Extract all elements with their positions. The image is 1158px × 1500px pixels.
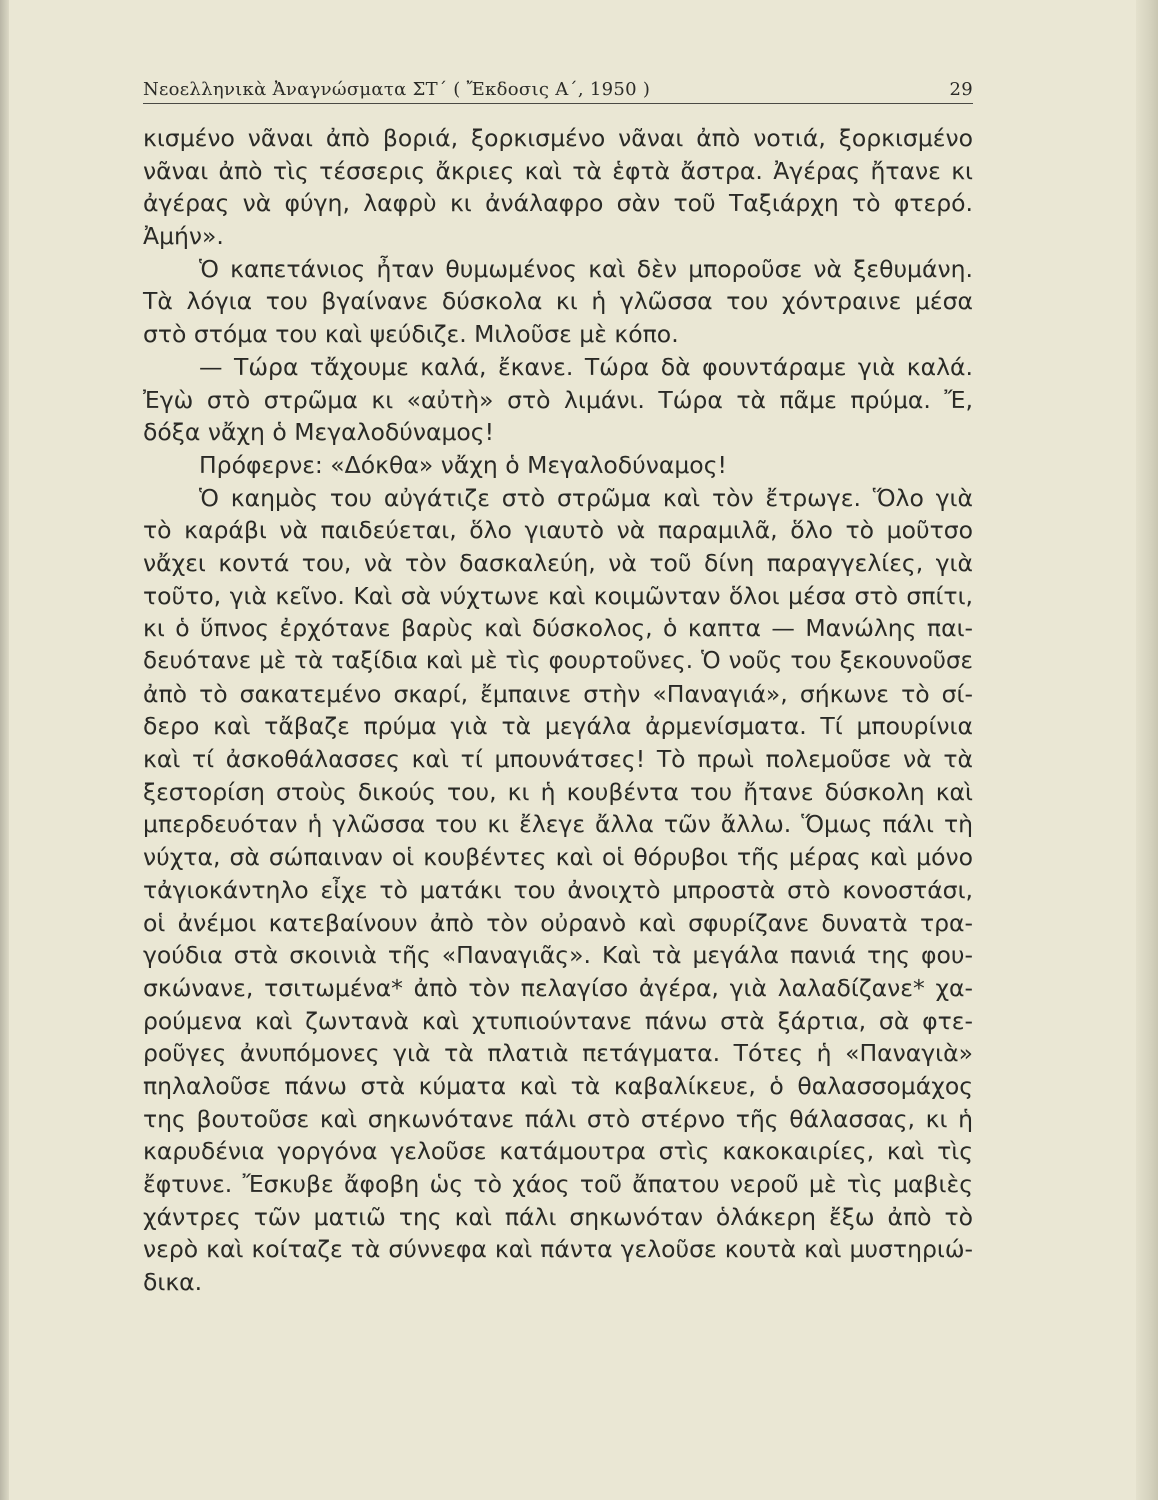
running-title: Νεοελληνικὰ Ἀναγνώσματα ΣΤ΄ ( Ἔκδοσις Α΄, 1950 ) — [143, 79, 651, 100]
paragraph-start-line: Ὁ καημὸς του αὐγάτιζε στὸ στρῶμα καὶ τὸν ἔτρωγε. Ὅλο γιὰ — [199, 483, 973, 512]
page-header — [143, 72, 973, 100]
text-line: στὸ στόμα του καὶ ψεύδιζε. Μιλοῦσε μὲ κόπο. — [143, 320, 679, 349]
paragraph-start-line: Ὁ καπετάνιος ἦταν θυμωμένος καὶ δὲν μποροῦσε νὰ ξεθυμάνη. — [199, 254, 973, 283]
text-line: δερο καὶ τἄβαζε πρύμα γιὰ τὰ μεγάλα ἀρμενίσματα. Τί μπουρίνια — [143, 712, 973, 741]
text-line: χάντρες τῶν ματιῶ της καὶ πάλι σηκωνόταν ὁλάκερη ἔξω ἀπὸ τὸ — [143, 1202, 973, 1231]
text-line: οἱ ἀνέμοι κατεβαίνουν ἀπὸ τὸν οὐρανὸ καὶ σφυρίζανε δυνατὰ τρα- — [143, 908, 973, 937]
text-line: τὸ καράβι νὰ παιδεύεται, ὅλο γιαυτὸ νὰ παραμιλᾶ, ὅλο τὸ μοῦτσο — [143, 516, 973, 545]
page-right-edge — [1136, 0, 1158, 1500]
text-line: τοῦτο, γιὰ κεῖνο. Καὶ σὰ νύχτωνε καὶ κοιμῶνταν ὅλοι μέσα στὸ σπίτι, — [143, 581, 973, 610]
text-line: ρούμενα καὶ ζωντανὰ καὶ χτυπιούντανε πάνω στὰ ξάρτια, σὰ φτε- — [143, 1006, 973, 1035]
text-line: δικα. — [143, 1268, 203, 1297]
paragraph-start-line: — Τώρα τἄχουμε καλά, ἔκανε. Τώρα δὰ φουντάραμε γιὰ καλά. — [199, 352, 973, 381]
text-line: ξεστορίση στοὺς δικούς του, κι ἡ κουβέντα του ἤτανε δύσκολη καὶ — [143, 777, 973, 806]
text-line: Ἐγὼ στὸ στρῶμα κι «αὐτὴ» στὸ λιμάνι. Τώρα τὰ πᾶμε πρύμα. Ἔ, — [143, 385, 973, 414]
text-line: νύχτα, σὰ σώπαιναν οἱ κουβέντες καὶ οἱ θόρυβοι τῆς μέρας καὶ μόνο — [143, 843, 973, 872]
page-left-edge — [0, 0, 9, 1500]
text-line: σκώνανε, τσιτωμένα* ἀπὸ τὸν πελαγίσο ἀγέρα, γιὰ λαλαδίζανε* χα- — [143, 973, 973, 1002]
text-line: Τὰ λόγια του βγαίνανε δύσκολα κι ἡ γλῶσσα του χόντραινε μέσα — [143, 287, 973, 316]
text-line: ἀπὸ τὸ σακατεμένο σκαρί, ἔμπαινε στὴν «Παναγιά», σήκωνε τὸ σί- — [143, 679, 973, 708]
text-line: Ἀμήν». — [143, 222, 224, 251]
text-line: γούδια στὰ σκοινιὰ τῆς «Παναγιᾶς». Καὶ τὰ μεγάλα πανιά της φου- — [143, 941, 973, 970]
text-line: καρυδένια γοργόνα γελοῦσε κατάμουτρα στὶς κακοκαιρίες, καὶ τὶς — [143, 1137, 973, 1166]
text-line: ἀγέρας νὰ φύγη, λαφρὺ κι ἀνάλαφρο σὰν τοῦ Ταξιάρχη τὸ φτερό. — [143, 189, 973, 218]
text-line: τἀγιοκάντηλο εἶχε τὸ ματάκι του ἀνοιχτὸ μπροστὰ στὸ κονοστάσι, — [143, 875, 973, 904]
text-line: της βουτοῦσε καὶ σηκωνότανε πάλι στὸ στέρνο τῆς θάλασσας, κι ἡ — [143, 1104, 973, 1133]
body-text — [143, 122, 973, 1299]
text-line: νἄχει κοντά του, νὰ τὸν δασκαλεύη, νὰ τοῦ δίνη παραγγελίες, γιὰ — [143, 548, 973, 577]
paragraph-start-line: Πρόφερνε: «Δόκθα» νἄχη ὁ Μεγαλοδύναμος! — [199, 450, 727, 479]
text-line: δόξα νἄχη ὁ Μεγαλοδύναμος! — [143, 418, 495, 447]
header-rule — [143, 103, 973, 104]
text-line: νερὸ καὶ κοίταζε τὰ σύννεφα καὶ πάντα γελοῦσε κουτὰ καὶ μυστηριώ- — [143, 1235, 973, 1264]
text-line: καὶ τί ἀσκοθάλασσες καὶ τί μπουνάτσες! Τὸ πρωὶ πολεμοῦσε νὰ τὰ — [143, 745, 973, 774]
text-line: δευότανε μὲ τὰ ταξίδια καὶ μὲ τὶς φουρτοῦνες. Ὁ νοῦς του ξεκουνοῦσε — [143, 648, 973, 674]
text-line: ροῦγες ἀνυπόμονες γιὰ τὰ πλατιὰ πετάγματα. Τότες ἡ «Παναγιὰ» — [143, 1039, 973, 1068]
text-line: μπερδευόταν ἡ γλῶσσα του κι ἔλεγε ἄλλα τῶν ἄλλω. Ὅμως πάλι τὴ — [143, 810, 973, 839]
text-line: κι ὁ ὕπνος ἐρχότανε βαρὺς καὶ δύσκολος, ὁ καπτα — Μανώλης παι- — [143, 614, 973, 643]
text-line: πηλαλοῦσε πάνω στὰ κύματα καὶ τὰ καβαλίκευε, ὁ θαλασσομάχος — [143, 1071, 973, 1100]
text-line: κισμένο νᾶναι ἀπὸ βοριά, ξορκισμένο νᾶναι ἀπὸ νοτιά, ξορκισμένο — [143, 124, 973, 152]
text-line: ἔφτυνε. Ἔσκυβε ἄφοβη ὡς τὸ χάος τοῦ ἄπατου νεροῦ μὲ τὶς μαβιὲς — [143, 1170, 973, 1198]
page-number: 29 — [949, 79, 973, 100]
text-line: νᾶναι ἀπὸ τὶς τέσσερις ἄκριες καὶ τὰ ἑφτὰ ἄστρα. Ἀγέρας ἤτανε κι — [143, 156, 973, 185]
